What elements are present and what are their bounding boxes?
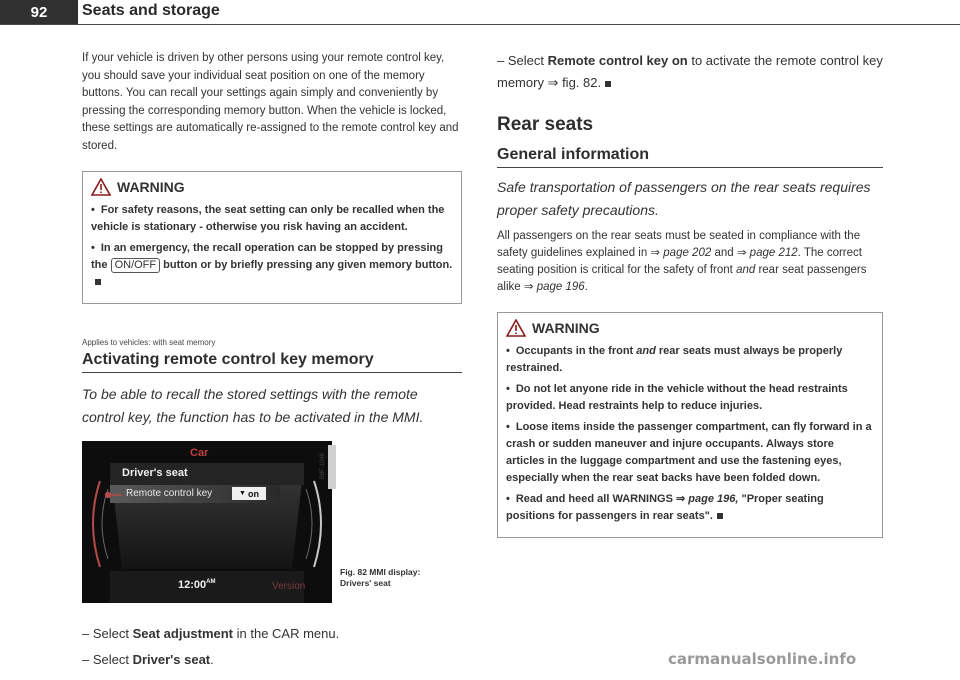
warning-text: Do not let anyone ride in the vehicle without the head restraints provided. Head restraints help to reduce injuries.: [506, 383, 848, 412]
page-reference-link[interactable]: page 196,: [688, 493, 739, 505]
end-mark-icon: [717, 513, 723, 519]
warning-triangle-icon: [506, 319, 526, 337]
right-column: [497, 50, 883, 538]
general-intro: Safe transportation of passengers on the rear seats requires proper safety precautions.: [497, 179, 871, 218]
intro-paragraph: If your vehicle is driven by other persons using your remote control key, you should save your individual seat position on one of the memory buttons. You can recall your settings again simply and conveniently by pressing the corresponding memory button. When the vehicle is locked, these settings are automatically re-assigned to the remote control key and stored.: [82, 52, 459, 152]
bullet-icon: •: [91, 204, 95, 216]
warning-heading: [91, 178, 453, 196]
para-text: and ⇒: [711, 247, 750, 259]
para-text: . The correct seating position is critical for the safety of front: [497, 247, 862, 276]
section-heading: Activating remote control key memory: [82, 351, 462, 373]
warning-text: For safety reasons, the seat setting can only be recalled when the vehicle is stationary - otherwise you risk having an accident.: [91, 204, 445, 233]
warning-title: WARNING: [532, 320, 600, 336]
step-text: Select: [92, 652, 133, 667]
warning-text: rear seats must always be properly restrained.: [506, 345, 843, 374]
para-emphasis: and: [736, 264, 756, 276]
figure-caption: [340, 567, 460, 589]
general-paragraph: [497, 228, 883, 296]
clock-time: 12:00: [178, 579, 207, 591]
mmi-clock: [178, 579, 215, 591]
header-divider: [0, 24, 960, 25]
steps-list: [82, 623, 462, 671]
figure-82: [82, 441, 462, 603]
warning-text: button or by briefly pressing any given memory button.: [160, 259, 453, 271]
mmi-item-label: Remote control key: [126, 488, 213, 499]
page-reference-link[interactable]: page 196: [536, 281, 585, 293]
figure-caption-line: Drivers' seat: [340, 578, 391, 588]
step-emphasis: Seat adjustment: [132, 626, 234, 641]
warning-box-right: [497, 312, 883, 538]
step-text: Select: [92, 626, 133, 641]
general-info-heading: General information: [497, 146, 883, 168]
rear-seats-heading: Rear seats: [497, 114, 594, 135]
warning-item: [91, 240, 453, 291]
bullet-icon: •: [506, 493, 510, 505]
warning-text: Read and heed all WARNINGS ⇒: [515, 493, 689, 505]
warning-item: [506, 381, 874, 415]
bullet-icon: •: [506, 345, 510, 357]
warning-item: [506, 419, 874, 487]
mmi-display: [82, 441, 332, 603]
warning-text: Occupants in the front: [515, 345, 637, 357]
site-watermark: carmanualsonline.info: [668, 650, 857, 668]
step-text: to activate the remote control key memory ⇒ fig. 82.: [497, 53, 883, 90]
page-reference-link[interactable]: page 212: [749, 247, 798, 259]
warning-text: "Proper seating positions for passengers in rear seats".: [506, 493, 824, 522]
page-number: 92: [0, 0, 78, 24]
step-item: – Select Remote control key on to activate the remote control key memory ⇒ fig. 82.: [497, 53, 883, 90]
warning-triangle-icon: [91, 178, 111, 196]
step-item: – Select Driver's seat.: [82, 652, 214, 667]
figure-caption-line: Fig. 82 MMI display:: [340, 567, 421, 577]
para-text: .: [584, 281, 588, 293]
warning-box-left: [82, 171, 462, 304]
on-off-key: ON/OFF: [111, 258, 161, 273]
warning-emphasis: and: [636, 345, 656, 357]
step-emphasis: Remote control key on: [547, 53, 688, 68]
page-title: Seats and storage: [82, 2, 220, 19]
figure-code-text: B8F-1046: [320, 452, 327, 480]
para-text: rear seat passengers alike ⇒: [497, 264, 867, 293]
step-emphasis: Driver's seat: [132, 652, 211, 667]
mmi-menu-title: Driver's seat: [122, 467, 188, 479]
warning-item: [506, 491, 874, 525]
warning-item: [506, 343, 874, 377]
bullet-icon: •: [506, 421, 510, 433]
mmi-item-value: [232, 487, 266, 500]
figure-code: [320, 445, 336, 489]
step-item: – Select Seat adjustment in the CAR menu.: [82, 626, 340, 641]
left-column: [82, 50, 462, 675]
warning-item: [91, 202, 453, 236]
para-text: All passengers on the rear seats must be seated in compliance with the safety guidelines explained in ⇒: [497, 230, 861, 259]
bullet-icon: •: [91, 242, 95, 254]
warning-text: Loose items inside the passenger compartment, can fly forward in a crash or sudden maneuver and injure occupants. Always store articles in the luggage compartment and use the fastening eyes, especially when the rear seat backs have been folded down.: [506, 421, 872, 484]
end-mark-icon: [605, 81, 611, 87]
mmi-corner-label: Version: [272, 581, 306, 592]
caret-down-icon: ▼: [239, 490, 246, 497]
mmi-value-text: on: [247, 488, 259, 499]
warning-text: In an emergency, the recall operation can be stopped by pressing the: [91, 242, 443, 271]
page-header: [0, 0, 960, 40]
warning-title: WARNING: [117, 179, 185, 195]
step-text: in the CAR menu.: [233, 626, 340, 641]
step-text: .: [210, 652, 214, 667]
mmi-brand: Car: [190, 447, 209, 459]
section-intro: To be able to recall the stored settings with the remote control key, the function has to be activated in the MMI.: [82, 386, 424, 425]
end-mark-icon: [95, 279, 101, 285]
step-text: Select: [507, 53, 548, 68]
bullet-icon: •: [506, 383, 510, 395]
applies-note: Applies to vehicles: with seat memory: [82, 338, 216, 347]
clock-suffix: AM: [206, 579, 216, 585]
page-reference-link[interactable]: page 202: [663, 247, 712, 259]
warning-heading: [506, 319, 874, 337]
